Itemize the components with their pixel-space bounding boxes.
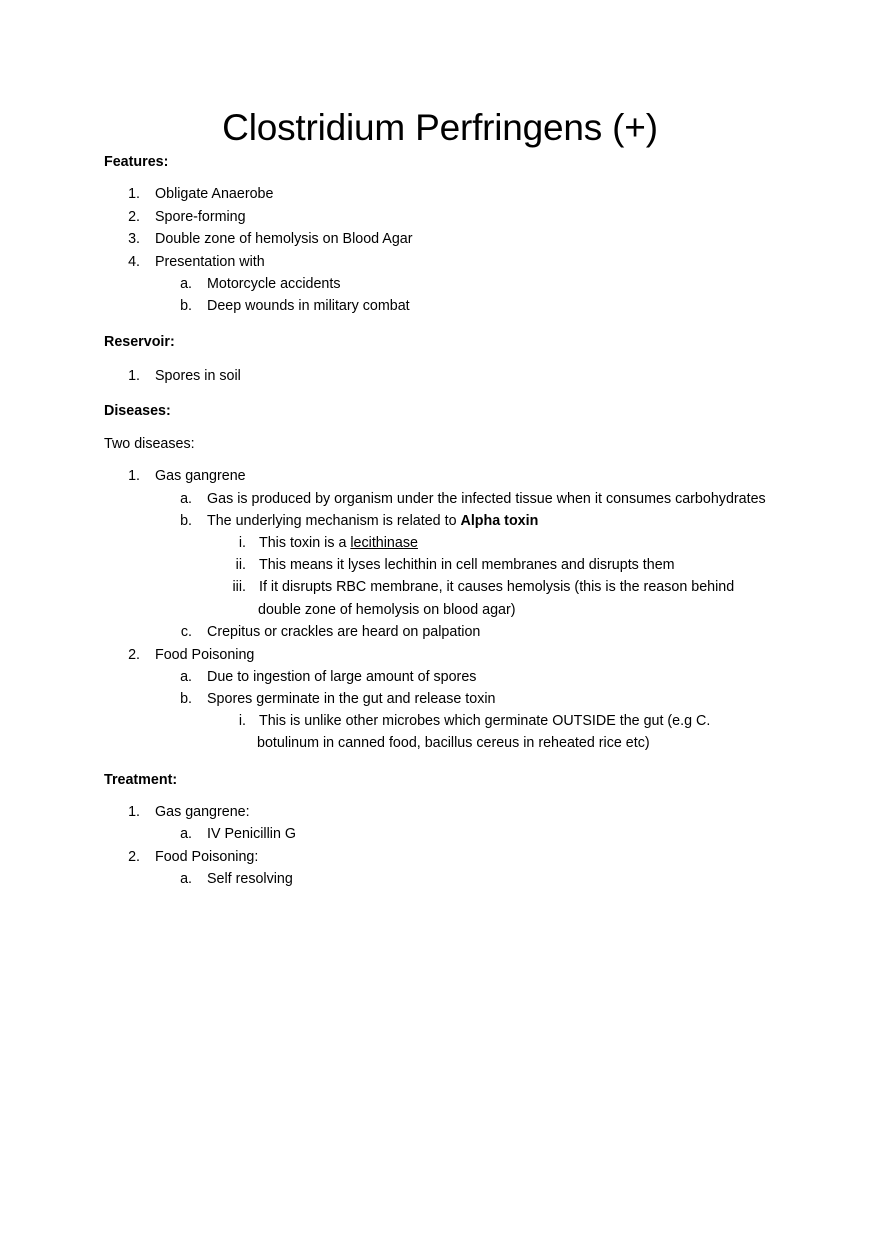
reservoir-item-1-marker: 1. xyxy=(128,368,140,384)
gas-gangrene-b-iii-line2: double zone of hemolysis on blood agar) xyxy=(258,602,516,618)
treatment-gas-gangrene-a: IV Penicillin G xyxy=(207,826,296,842)
treatment-gas-gangrene-marker: 1. xyxy=(128,804,140,820)
food-poisoning-a: Due to ingestion of large amount of spores xyxy=(207,669,477,685)
food-poisoning-marker: 2. xyxy=(128,647,140,663)
gas-gangrene-b-iii-marker: iii. xyxy=(232,579,246,595)
treatment-heading: Treatment: xyxy=(104,772,178,788)
alpha-toxin-text: Alpha toxin xyxy=(460,513,539,529)
food-poisoning-item: Food Poisoning xyxy=(155,647,255,663)
treatment-food-poisoning-a: Self resolving xyxy=(207,871,293,887)
gas-gangrene-c: Crepitus or crackles are heard on palpation xyxy=(207,624,481,640)
gas-gangrene-b xyxy=(207,511,538,531)
food-poisoning-a-marker: a. xyxy=(180,669,192,685)
reservoir-item-1: Spores in soil xyxy=(155,368,241,384)
features-item-3-marker: 3. xyxy=(128,231,140,247)
treatment-food-poisoning-a-marker: a. xyxy=(180,871,192,887)
food-poisoning-b-i-line1: This is unlike other microbes which germinate OUTSIDE the gut (e.g C. xyxy=(259,713,711,729)
food-poisoning-b: Spores germinate in the gut and release toxin xyxy=(207,691,496,707)
diseases-heading: Diseases: xyxy=(104,403,171,419)
gas-gangrene-b-iii-line1: If it disrupts RBC membrane, it causes hemolysis (this is the reason behind xyxy=(259,579,735,595)
gas-gangrene-b-marker: b. xyxy=(180,513,192,529)
treatment-gas-gangrene-a-marker: a. xyxy=(180,826,192,842)
gas-gangrene-c-marker: c. xyxy=(180,624,192,640)
treatment-food-poisoning-marker: 2. xyxy=(128,849,140,865)
features-item-1: Obligate Anaerobe xyxy=(155,186,274,202)
page-title: Clostridium Perfringens (+) xyxy=(222,107,658,148)
features-item-1-marker: 1. xyxy=(128,186,140,202)
gas-gangrene-marker: 1. xyxy=(128,468,140,484)
food-poisoning-b-i-line2: botulinum in canned food, bacillus cereus in reheated rice etc) xyxy=(257,735,650,751)
lecithinase-text: lecithinase xyxy=(350,535,418,551)
features-item-2: Spore-forming xyxy=(155,209,246,225)
treatment-food-poisoning: Food Poisoning: xyxy=(155,849,259,865)
features-sub-b: Deep wounds in military combat xyxy=(207,298,410,314)
features-item-4-marker: 4. xyxy=(128,254,140,270)
features-sub-a: Motorcycle accidents xyxy=(207,276,341,292)
gas-gangrene-b-i-text: This toxin is a xyxy=(259,535,351,551)
gas-gangrene-b-i xyxy=(259,533,418,553)
reservoir-heading: Reservoir: xyxy=(104,334,175,350)
features-sub-b-marker: b. xyxy=(180,298,192,314)
gas-gangrene-b-ii: This means it lyses lechithin in cell membranes and disrupts them xyxy=(259,557,675,573)
features-item-3: Double zone of hemolysis on Blood Agar xyxy=(155,231,413,247)
diseases-intro: Two diseases: xyxy=(104,436,195,452)
food-poisoning-b-i-marker: i. xyxy=(238,713,246,729)
gas-gangrene-a: Gas is produced by organism under the infected tissue when it consumes carbohydrates xyxy=(207,491,766,507)
gas-gangrene-b-ii-marker: ii. xyxy=(235,557,246,573)
features-sub-a-marker: a. xyxy=(180,276,192,292)
gas-gangrene-b-i-marker: i. xyxy=(238,535,246,551)
food-poisoning-b-marker: b. xyxy=(180,691,192,707)
features-item-4: Presentation with xyxy=(155,254,265,270)
features-item-2-marker: 2. xyxy=(128,209,140,225)
gas-gangrene-item: Gas gangrene xyxy=(155,468,246,484)
treatment-gas-gangrene: Gas gangrene: xyxy=(155,804,250,820)
gas-gangrene-a-marker: a. xyxy=(180,491,192,507)
gas-gangrene-b-text: The underlying mechanism is related to xyxy=(207,513,461,529)
features-heading: Features: xyxy=(104,154,169,170)
